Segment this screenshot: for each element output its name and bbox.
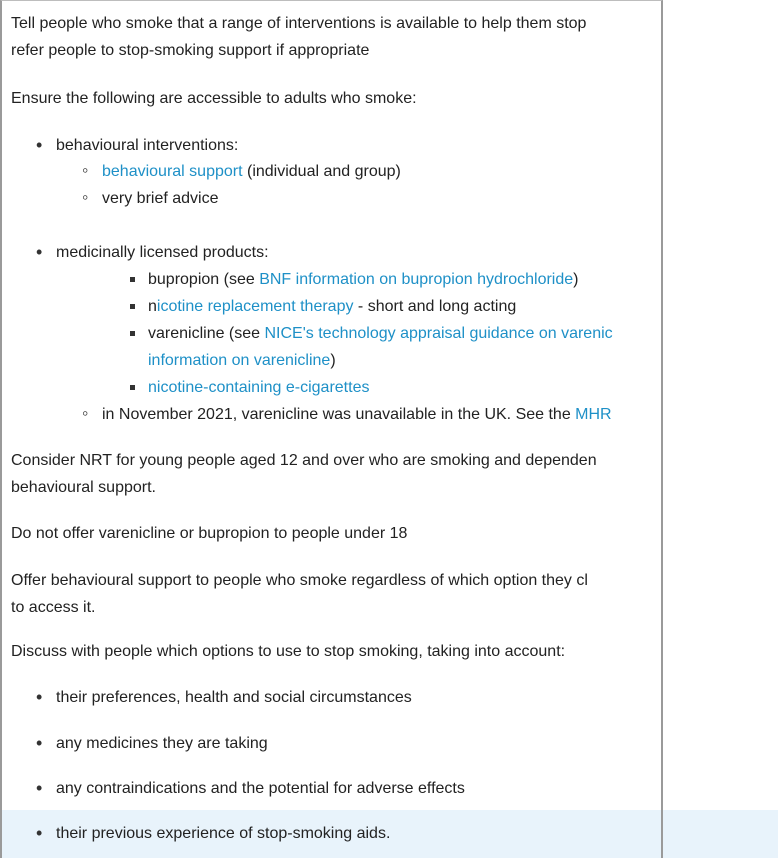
mhra-link[interactable]: MHR bbox=[575, 406, 612, 423]
varenicline-info-link[interactable]: information on varenicline bbox=[148, 352, 331, 369]
paragraph-discuss: Discuss with people which options to use to stop smoking, taking into account: bbox=[11, 643, 566, 660]
list-item-text: - short and long acting bbox=[353, 298, 517, 315]
paragraph-under-18: Do not offer varenicline or bupropion to people under 18 bbox=[11, 525, 408, 542]
bnf-bupropion-link[interactable]: BNF information on bupropion hydrochloride bbox=[259, 271, 574, 288]
list-item: • their preferences, health and social circumstances bbox=[56, 688, 412, 708]
list-item: • their previous experience of stop-smoking aids. bbox=[56, 824, 390, 844]
list-item-very-brief-advice: ◦ very brief advice bbox=[102, 189, 219, 209]
list-item-text: (individual and group) bbox=[242, 163, 401, 180]
nrt-link[interactable]: icotine replacement therapy bbox=[156, 298, 354, 315]
list-item-text: ) bbox=[330, 352, 336, 369]
nice-varenicline-link[interactable]: NICE's technology appraisal guidance on varenic bbox=[264, 325, 613, 342]
list-item-text: in November 2021, varenicline was unavailable in the UK. See the bbox=[102, 406, 576, 423]
list-item-text: varenicline (see bbox=[148, 325, 265, 342]
ecigarettes-link[interactable]: nicotine-containing e-cigarettes bbox=[148, 379, 370, 396]
list-item-varenicline-note bbox=[102, 405, 612, 425]
list-item-varenicline-cont bbox=[148, 351, 336, 371]
list-item-nrt bbox=[148, 297, 516, 317]
list-item-ecigarettes bbox=[148, 378, 369, 398]
list-item-behavioural bbox=[56, 136, 238, 156]
list-item-bupropion bbox=[148, 270, 578, 290]
list-item-behavioural-support bbox=[102, 162, 401, 182]
behavioural-support-link[interactable]: behavioural support bbox=[102, 163, 243, 180]
paragraph-behavioural-line1: Offer behavioural support to people who smoke regardless of which option they cl bbox=[11, 572, 588, 589]
paragraph-nrt-young-line1: Consider NRT for young people aged 12 and over who are smoking and dependen bbox=[11, 452, 597, 469]
list-item-varenicline bbox=[148, 324, 613, 344]
paragraph-nrt-young-line2: behavioural support. bbox=[11, 479, 156, 496]
list-item: • any contraindications and the potential for adverse effects bbox=[56, 779, 465, 799]
list-item-text: bupropion (see bbox=[148, 271, 260, 288]
list-item: • any medicines they are taking bbox=[56, 734, 268, 754]
list-item-text: ) bbox=[573, 271, 579, 288]
paragraph-intro-line1: Tell people who smoke that a range of interventions is available to help them stop bbox=[11, 15, 587, 32]
list-item-text: n bbox=[148, 298, 157, 315]
list-item-medicinal: • medicinally licensed products: bbox=[56, 243, 269, 263]
paragraph-accessible: Ensure the following are accessible to adults who smoke: bbox=[11, 90, 417, 107]
list-item-label: behavioural interventions: bbox=[56, 137, 239, 154]
paragraph-behavioural-line2: to access it. bbox=[11, 599, 96, 616]
paragraph-intro-line2: refer people to stop-smoking support if appropriate bbox=[11, 42, 370, 59]
